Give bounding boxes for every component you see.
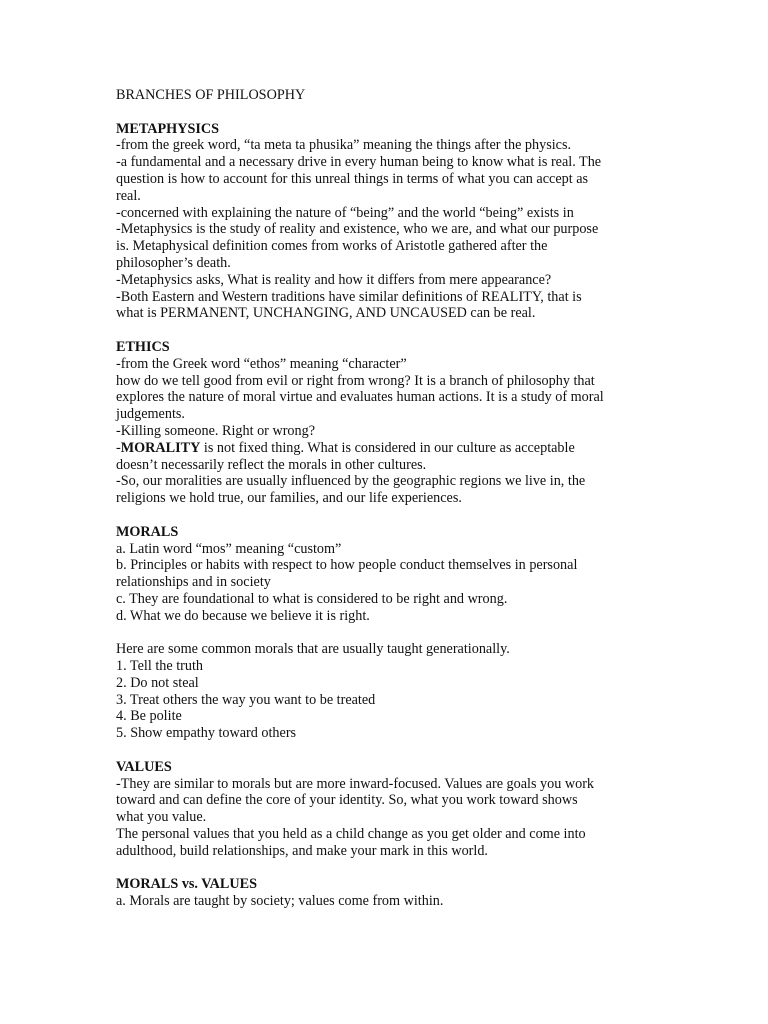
text-line: b. Principles or habits with respect to how people conduct themselves in personal bbox=[116, 557, 578, 574]
text-line: explores the nature of moral virtue and evaluates human actions. It is a study of moral bbox=[116, 389, 604, 406]
text-line: judgements. bbox=[116, 406, 185, 423]
text-line: -from the Greek word “ethos” meaning “character” bbox=[116, 355, 407, 372]
text-line: a. Morals are taught by society; values come from within. bbox=[116, 893, 444, 910]
text-line: -Metaphysics asks, What is reality and how it differs from mere appearance? bbox=[116, 271, 552, 288]
section-heading-metaphysics: METAPHYSICS bbox=[116, 120, 220, 137]
morality-rest: is not fixed thing. What is considered in our culture as acceptable bbox=[200, 439, 575, 456]
text-line: adulthood, build relationships, and make your mark in this world. bbox=[116, 842, 488, 859]
document-page bbox=[116, 87, 656, 910]
text-line: what is PERMANENT, UNCHANGING, AND UNCAUSED can be real. bbox=[116, 305, 536, 322]
text-line: what you value. bbox=[116, 809, 207, 826]
text-line: religions we hold true, our families, and our life experiences. bbox=[116, 490, 462, 507]
list-item: 1. Tell the truth bbox=[116, 658, 204, 675]
text-line: -Killing someone. Right or wrong? bbox=[116, 422, 315, 439]
morality-line bbox=[116, 440, 656, 457]
section-heading-morals: MORALS bbox=[116, 523, 179, 540]
text-line: toward and can define the core of your identity. So, what you work toward shows bbox=[116, 792, 578, 809]
text-line: question is how to account for this unreal things in terms of what you can accept as bbox=[116, 170, 589, 187]
text-line: is. Metaphysical definition comes from works of Aristotle gathered after the bbox=[116, 238, 548, 255]
morality-prefix: - bbox=[116, 439, 121, 456]
morality-term: MORALITY bbox=[120, 439, 201, 456]
section-heading-ethics: ETHICS bbox=[116, 338, 170, 355]
text-line: a. Latin word “mos” meaning “custom” bbox=[116, 540, 342, 557]
text-line: relationships and in society bbox=[116, 574, 271, 591]
text-line: -Both Eastern and Western traditions have similar definitions of REALITY, that is bbox=[116, 288, 582, 305]
text-line: -a fundamental and a necessary drive in every human being to know what is real. The bbox=[116, 154, 602, 171]
morals-intro: Here are some common morals that are usually taught generationally. bbox=[116, 641, 510, 658]
text-line: -concerned with explaining the nature of “being” and the world “being” exists in bbox=[116, 204, 574, 221]
text-line: -So, our moralities are usually influenced by the geographic regions we live in, the bbox=[116, 473, 586, 490]
text-line: -They are similar to morals but are more inward-focused. Values are goals you work bbox=[116, 775, 595, 792]
text-line: doesn’t necessarily reflect the morals in other cultures. bbox=[116, 456, 427, 473]
document-title: BRANCHES OF PHILOSOPHY bbox=[116, 87, 306, 103]
list-item: 3. Treat others the way you want to be treated bbox=[116, 691, 376, 708]
text-line: how do we tell good from evil or right from wrong? It is a branch of philosophy that bbox=[116, 372, 595, 389]
text-line: real. bbox=[116, 187, 141, 204]
text-line: d. What we do because we believe it is right. bbox=[116, 607, 370, 624]
text-line: The personal values that you held as a child change as you get older and come into bbox=[116, 826, 586, 843]
list-item: 5. Show empathy toward others bbox=[116, 725, 297, 742]
section-heading-values: VALUES bbox=[116, 758, 172, 775]
section-heading-morals-vs-values: MORALS vs. VALUES bbox=[116, 876, 257, 893]
list-item: 2. Do not steal bbox=[116, 674, 199, 691]
text-line: -Metaphysics is the study of reality and existence, who we are, and what our purpose bbox=[116, 221, 599, 238]
text-line: -from the greek word, “ta meta ta phusika” meaning the things after the physics. bbox=[116, 137, 572, 154]
list-item: 4. Be polite bbox=[116, 708, 182, 725]
text-line: c. They are foundational to what is considered to be right and wrong. bbox=[116, 590, 508, 607]
text-line: philosopher’s death. bbox=[116, 254, 231, 271]
